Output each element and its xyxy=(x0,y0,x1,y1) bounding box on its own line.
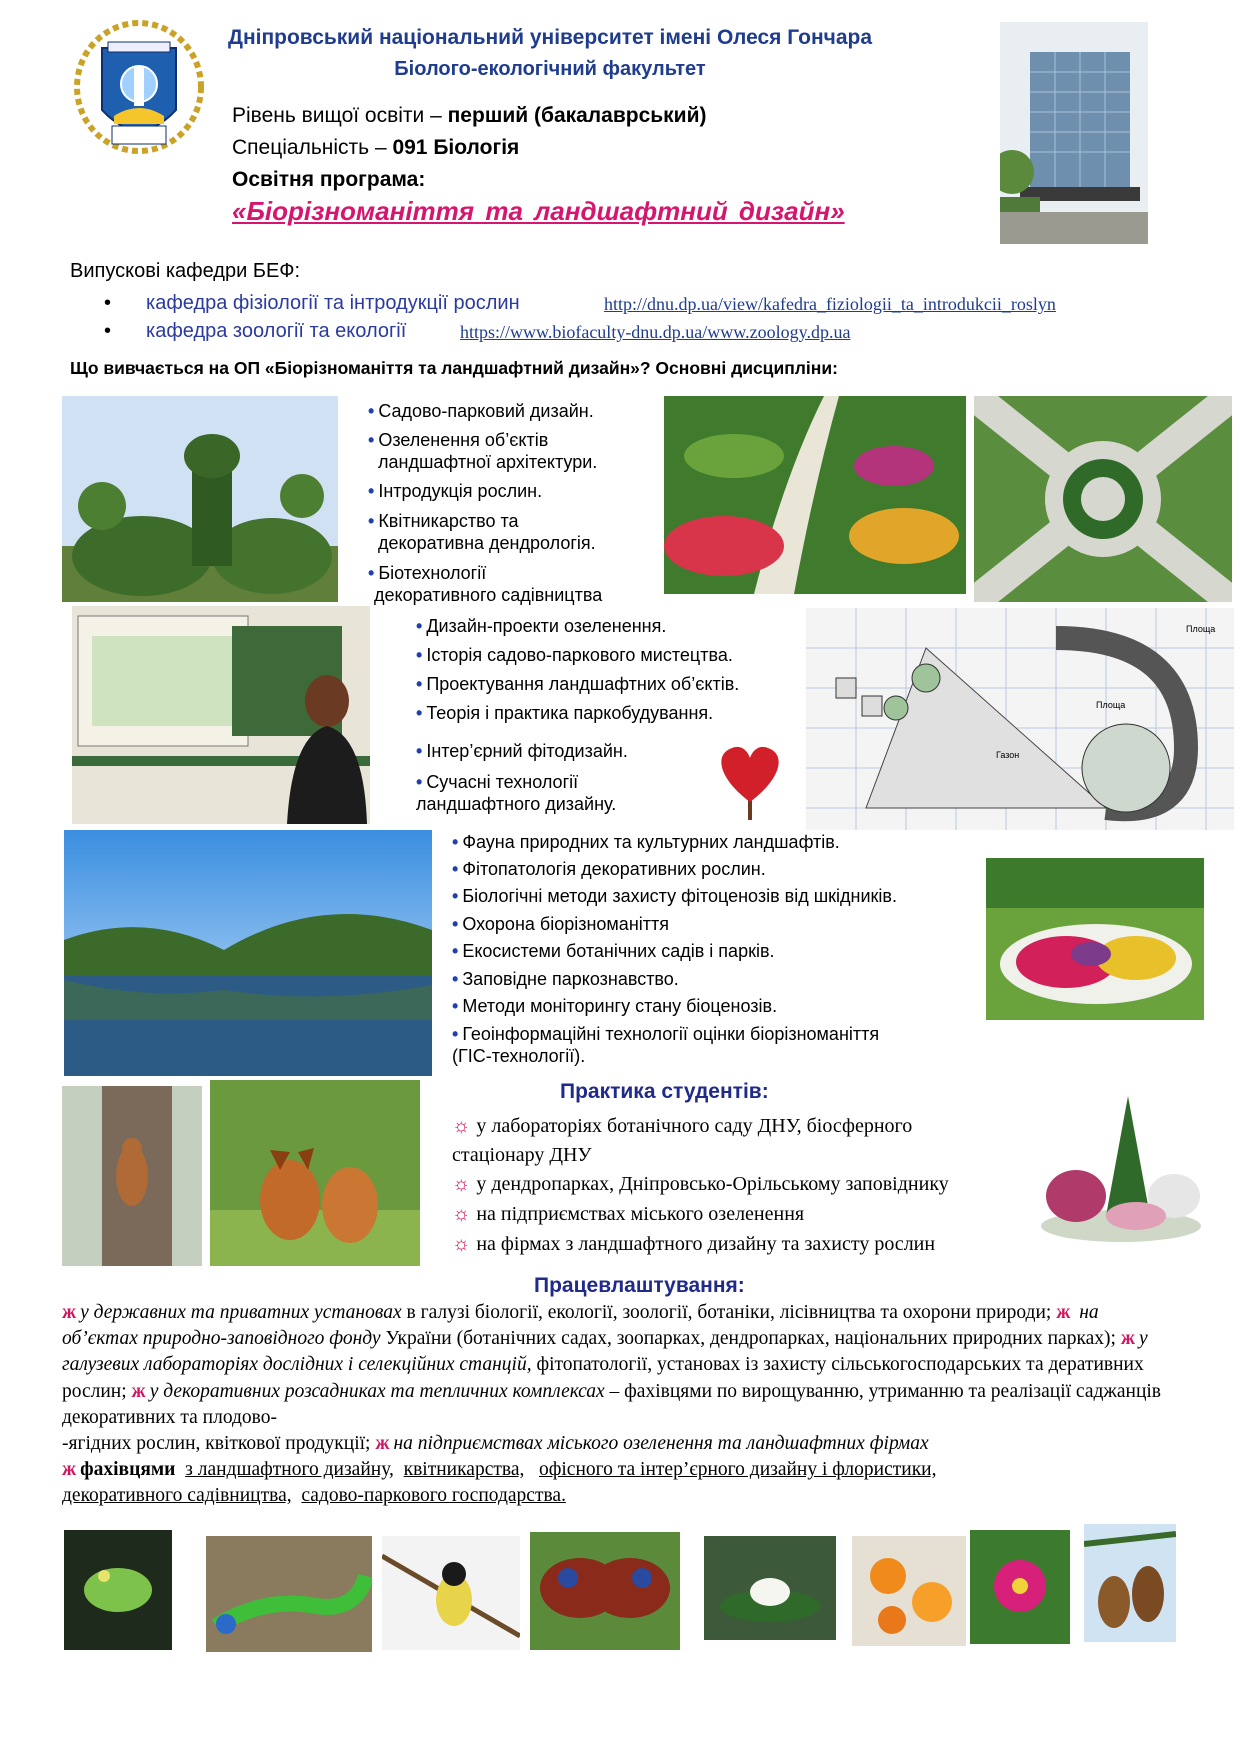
bullet-icon: • xyxy=(368,401,375,421)
bullet-icon: • xyxy=(416,674,423,694)
pine-cones-photo xyxy=(1084,1524,1176,1642)
heart-tree-icon xyxy=(708,740,792,822)
specialty xyxy=(232,136,519,160)
plan-label: Газон xyxy=(996,750,1020,760)
employment-phrase: садово-паркового господарства. xyxy=(301,1485,566,1507)
department-name: кафедра зоології та екології xyxy=(146,320,407,342)
sun-icon: ☼ xyxy=(452,1173,471,1195)
discipline-item xyxy=(368,510,596,554)
employment-phrase: – фахівцями по вирощуванню, утриманню та реалізації саджанців декоративних та плодово- xyxy=(62,1380,1162,1428)
discipline-line: Інтер’єрний фітодизайн. xyxy=(426,741,628,761)
practice-text: у лабораторіях ботанічного саду ДНУ, біосферного xyxy=(476,1115,913,1137)
discipline-line: Дизайн-проекти озеленення. xyxy=(426,616,667,636)
star-mark-icon: ж xyxy=(1056,1302,1071,1323)
discipline-line: Сучасні технології xyxy=(426,772,579,792)
discipline-line: (ГІС-технології). xyxy=(452,1046,586,1066)
level-value: перший (бакалаврський) xyxy=(447,104,707,127)
practice-title: Практика студентів: xyxy=(560,1080,769,1103)
employment-phrase: квітникарства, xyxy=(403,1459,525,1481)
program-title: «Біорізноманіття та ландшафтний дизайн» xyxy=(232,196,845,226)
practice-text: на фірмах з ландшафтного дизайну та захисту рослин xyxy=(476,1233,936,1255)
bullet-icon: • xyxy=(368,430,375,450)
discipline-line: ландшафтного дизайну. xyxy=(416,794,617,814)
gazania-flowers-photo xyxy=(852,1536,966,1646)
department-name: кафедра фізіології та інтродукції рослин xyxy=(146,292,520,314)
practice-item xyxy=(452,1170,949,1198)
garden-path-photo xyxy=(664,396,966,594)
lake-landscape-photo xyxy=(64,830,432,1076)
practice-item xyxy=(452,1141,592,1169)
practice-item xyxy=(452,1112,912,1140)
discipline-line: Фітопатологія декоративних рослин. xyxy=(462,859,766,879)
sun-icon: ☼ xyxy=(452,1115,471,1137)
frog-photo xyxy=(64,1530,172,1650)
discipline-item xyxy=(452,913,669,935)
titmouse-bird-photo xyxy=(382,1536,520,1650)
employment-title: Працевлаштування: xyxy=(534,1274,745,1297)
practice-text: стаціонару ДНУ xyxy=(452,1144,592,1166)
employment-phrase: фахівцями xyxy=(80,1459,176,1481)
bullet-icon: • xyxy=(452,1024,459,1044)
department-link[interactable]: https://www.biofaculty-dnu.dp.ua/www.zoology.dp.ua xyxy=(460,322,851,342)
discipline-line: Біотехнології xyxy=(378,563,487,583)
practice-item xyxy=(452,1200,804,1228)
discipline-line: Проектування ландшафтних об’єктів. xyxy=(426,674,740,694)
star-mark-icon: ж xyxy=(62,1302,77,1323)
departments-title: Випускові кафедри БЕФ: xyxy=(70,260,301,282)
discipline-item xyxy=(416,740,628,762)
level-prefix: Рівень вищої освіти – xyxy=(232,104,448,127)
discipline-line: Історія садово-паркового мистецтва. xyxy=(426,645,733,665)
discipline-line: Теорія і практика паркобудування. xyxy=(426,703,714,723)
bullet-icon: • xyxy=(368,481,375,501)
star-mark-icon: ж xyxy=(62,1459,77,1481)
discipline-item xyxy=(416,771,616,815)
university-name: Дніпровський національний університет імені Олеся Гончара xyxy=(227,26,873,49)
employment-phrase: у галузевих лабораторіях дослідних і селекційних станцій, xyxy=(62,1328,1148,1376)
water-lily-photo xyxy=(704,1536,836,1640)
bullet-icon: • xyxy=(452,886,459,906)
discipline-line: Методи моніторингу стану біоценозів. xyxy=(462,996,778,1016)
star-mark-icon: ж xyxy=(131,1380,146,1402)
discipline-line: Садово-парковий дизайн. xyxy=(378,401,594,421)
discipline-line: Охорона біорізноманіття xyxy=(462,914,669,934)
employment-text xyxy=(62,1300,1172,1510)
lizard-photo xyxy=(206,1536,372,1652)
discipline-item xyxy=(416,615,666,637)
employment-phrase: в галузі біології, екології, зоології, ботаніки, лісівництва та охорони природи; xyxy=(401,1302,1057,1323)
discipline-item xyxy=(368,480,542,502)
discipline-line: Інтродукція рослин. xyxy=(378,481,543,501)
discipline-item xyxy=(452,1023,879,1067)
bullet-icon: • xyxy=(416,741,423,761)
employment-phrase: у декоративних розсадниках та тепличних комплексах xyxy=(149,1380,605,1402)
bullet-icon: • xyxy=(368,511,375,531)
university-building-photo xyxy=(1000,22,1148,244)
fox-cubs-photo xyxy=(210,1080,420,1266)
bullet-icon: • xyxy=(104,320,112,342)
discipline-line: Фауна природних та культурних ландшафтів. xyxy=(462,832,840,852)
bullet-icon: • xyxy=(452,941,459,961)
discipline-item xyxy=(416,644,733,666)
employment-phrase: України (ботанічних садах, зоопарках, дендропарках, національних природних парках); xyxy=(380,1328,1121,1350)
bullet-icon: • xyxy=(452,832,459,852)
employment-phrase: декоративного садівництва, xyxy=(62,1485,292,1507)
employment-phrase: у державних та приватних установах xyxy=(80,1302,402,1323)
discipline-line: ландшафтної архітектури. xyxy=(378,452,598,472)
plan-label: Площа xyxy=(1096,700,1126,710)
flowerbed-lawn-photo xyxy=(986,858,1204,1020)
discipline-line: Біологічні методи захисту фітоценозів від шкідників. xyxy=(462,886,897,906)
discipline-item xyxy=(368,429,597,473)
discipline-line: декоративного садівництва xyxy=(374,585,603,605)
bullet-icon: • xyxy=(416,616,423,636)
employment-phrase: офісного та інтер’єрного дизайну і флористики, xyxy=(538,1459,937,1481)
discipline-item xyxy=(452,940,775,962)
star-mark-icon: ж xyxy=(1120,1328,1135,1350)
discipline-item xyxy=(368,400,594,422)
discipline-line: Екосистеми ботанічних садів і парків. xyxy=(462,941,775,961)
discipline-line: Заповідне паркознавство. xyxy=(462,969,679,989)
university-emblem xyxy=(72,20,206,154)
practice-text: на підприємствах міського озеленення xyxy=(476,1203,805,1225)
discipline-item xyxy=(452,968,679,990)
education-level xyxy=(232,104,706,128)
discipline-line: Геоінформаційні технології оцінки біорізноманіття xyxy=(462,1024,880,1044)
conifer-flowerbed-photo xyxy=(1036,1086,1206,1244)
bullet-icon: • xyxy=(104,292,112,314)
question-heading: Що вивчається на ОП «Біорізноманіття та ландшафтний дизайн»? Основні дисципліни: xyxy=(70,358,838,378)
garden-plan-drawing xyxy=(806,608,1234,830)
student-presentation-photo xyxy=(72,606,370,824)
faculty-name: Біолого-екологічний факультет xyxy=(394,58,706,80)
discipline-item xyxy=(416,673,739,695)
employment-phrase: з ландшафтного дизайну, xyxy=(185,1459,394,1481)
discipline-item xyxy=(368,562,602,606)
plan-label: Площа xyxy=(1186,624,1216,634)
squirrel-photo xyxy=(62,1086,202,1266)
employment-phrase: фітопатології, установах із захисту сільськогосподарських та деративних рослин; xyxy=(62,1354,1144,1402)
bullet-icon: • xyxy=(416,772,423,792)
sun-icon: ☼ xyxy=(452,1203,471,1225)
bullet-icon: • xyxy=(452,859,459,879)
discipline-line: Озеленення об’єктів xyxy=(378,430,549,450)
bullet-icon: • xyxy=(452,969,459,989)
discipline-line: декоративна дендрологія. xyxy=(378,533,596,553)
discipline-item xyxy=(452,885,897,907)
discipline-item xyxy=(452,831,840,853)
employment-phrase: на об’єктах природно-заповідного фонду xyxy=(62,1302,1099,1350)
discipline-item xyxy=(416,702,713,724)
discipline-item xyxy=(452,995,777,1017)
star-mark-icon: ж xyxy=(375,1433,390,1455)
department-link[interactable]: http://dnu.dp.ua/view/kafedra_fiziologii_ta_introdukcii_roslyn xyxy=(604,294,1056,314)
bullet-icon: • xyxy=(368,563,375,583)
specialty-value: 091 Біологія xyxy=(392,136,520,159)
bullet-icon: • xyxy=(452,996,459,1016)
bullet-icon: • xyxy=(416,645,423,665)
specialty-prefix: Спеціальність – xyxy=(232,136,393,159)
bullet-icon: • xyxy=(416,703,423,723)
topiary-photo xyxy=(62,396,338,602)
discipline-item xyxy=(452,858,766,880)
program-label: Освітня програма: xyxy=(232,168,426,191)
bullet-icon: • xyxy=(452,914,459,934)
discipline-line: Квітникарство та xyxy=(378,511,519,531)
employment-phrase: на підприємствах міського озеленення та ландшафтних фірмах xyxy=(393,1433,929,1455)
peacock-butterfly-photo xyxy=(530,1532,680,1650)
practice-text: у дендропарках, Дніпровсько-Орільському заповіднику xyxy=(476,1173,949,1195)
practice-item xyxy=(452,1230,935,1258)
round-parterre-photo xyxy=(974,396,1232,602)
sun-icon: ☼ xyxy=(452,1233,471,1255)
peony-photo xyxy=(970,1530,1070,1644)
employment-phrase: -ягідних рослин, квіткової продукції; xyxy=(62,1433,376,1455)
